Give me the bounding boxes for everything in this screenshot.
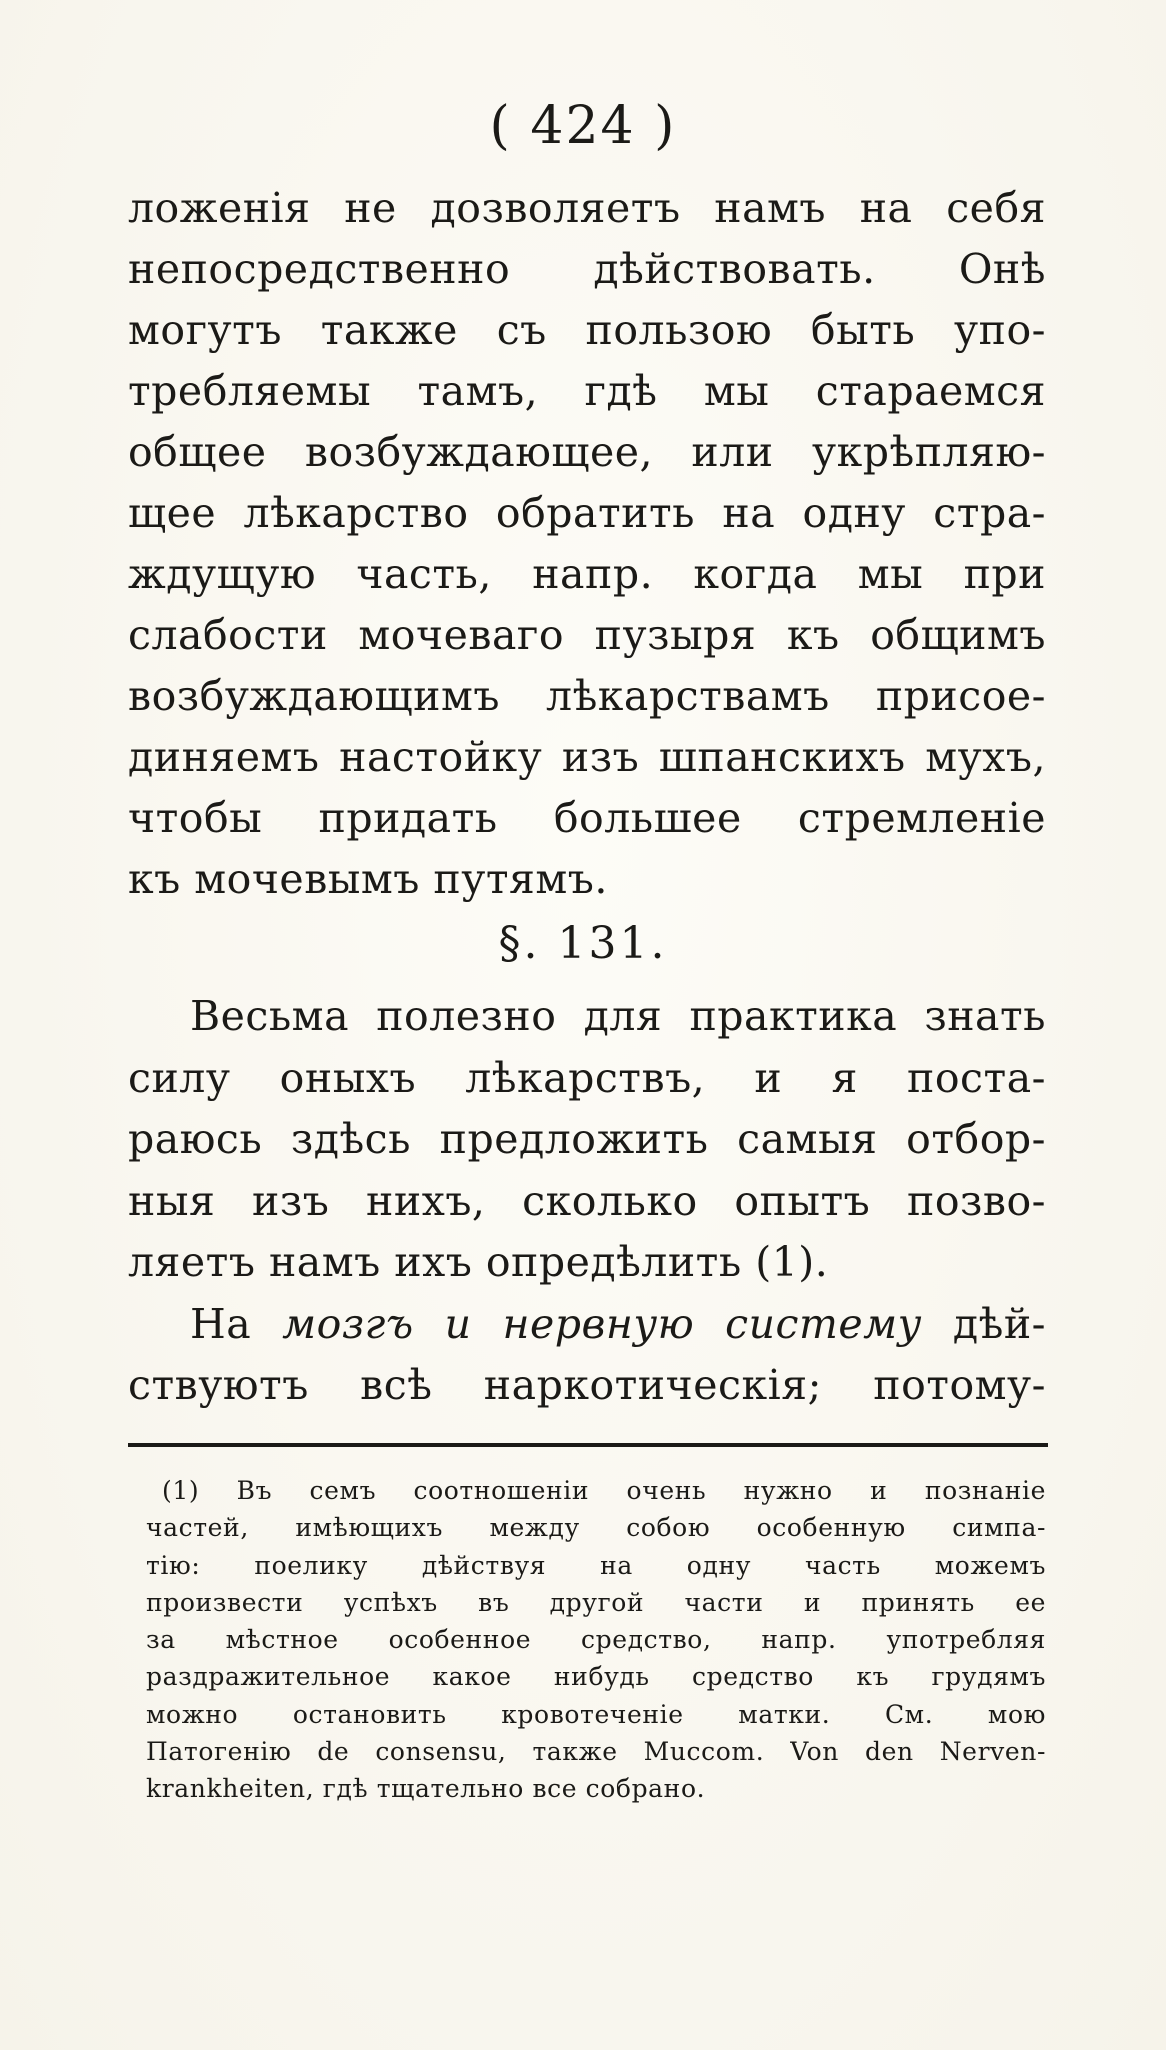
text-line: слабости мочеваго пузыря къ общимъ: [128, 611, 1046, 659]
text-line: ляетъ намъ ихъ опредѣлить (1).: [128, 1238, 829, 1286]
text-line: къ мочевымъ путямъ.: [128, 855, 608, 903]
paragraph-continued: [128, 178, 1046, 910]
footnote-line: krankheiten, гдѣ тщательно все собрано.: [146, 1774, 706, 1804]
footnote-line: частей, имѣющихъ между собою особенную симпа-: [146, 1513, 1046, 1543]
text-run: дѣй-: [921, 1299, 1047, 1348]
text-line: силу оныхъ лѣкарствъ, и я поста-: [128, 1053, 1046, 1102]
section-heading: §. 131.: [498, 918, 668, 969]
text-line: общее возбуждающее, или укрѣпляю-: [128, 428, 1046, 476]
footnote-line: (1) Въ семъ соотношеніи очень нужно и познаніе: [162, 1476, 1046, 1505]
text-line: Весьма полезно для практика знать: [190, 992, 1046, 1040]
text-line: ствуютъ всѣ наркотическія; потому-: [128, 1361, 1046, 1409]
page-number: ( 424 ): [489, 96, 677, 156]
text-line-with-emphasis: [128, 1294, 1046, 1356]
text-line: чтобы придать большее стремленіе: [128, 794, 1046, 842]
footnote-divider: [128, 1443, 1048, 1447]
emphasized-text: мозгъ и нервную систему: [282, 1299, 922, 1348]
footnote: [146, 1472, 1046, 1808]
text-line: щее лѣкарство обратить на одну стра-: [128, 489, 1046, 537]
paragraph-section-131: [128, 986, 1046, 1417]
text-line: диняемъ настойку изъ шпанскихъ мухъ,: [128, 733, 1046, 781]
text-line: непосредственно дѣйствовать. Онѣ: [128, 245, 1046, 293]
footnote-line: произвести успѣхъ въ другой части и принять ее: [146, 1587, 1046, 1617]
footnote-line: Патогенію de consensu, также Muccom. Von den Nerven-: [146, 1737, 1046, 1767]
text-line: могутъ также съ пользою быть упо-: [128, 306, 1046, 354]
footnote-line: тію: поелику дѣйствуя на одну часть можемъ: [146, 1550, 1046, 1580]
text-line: ложенія не дозволяетъ намъ на себя: [128, 184, 1046, 232]
text-line: возбуждающимъ лѣкарствамъ присое-: [128, 672, 1046, 720]
text-line: ныя изъ нихъ, сколько опытъ позво-: [128, 1176, 1046, 1225]
text-line: раюсь здѣсь предложить самыя отбор-: [128, 1115, 1046, 1163]
text-line: требляемы тамъ, гдѣ мы стараемся: [128, 367, 1046, 415]
footnote-line: раздражительное какое нибудь средство къ грудямъ: [146, 1662, 1046, 1692]
footnote-line: за мѣстное особенное средство, напр. употребляя: [146, 1625, 1046, 1655]
footnote-line: можно остановить кровотеченіе матки. См. мою: [146, 1699, 1046, 1729]
text-line: ждущую часть, напр. когда мы при: [128, 550, 1046, 598]
text-run: На: [190, 1299, 283, 1348]
